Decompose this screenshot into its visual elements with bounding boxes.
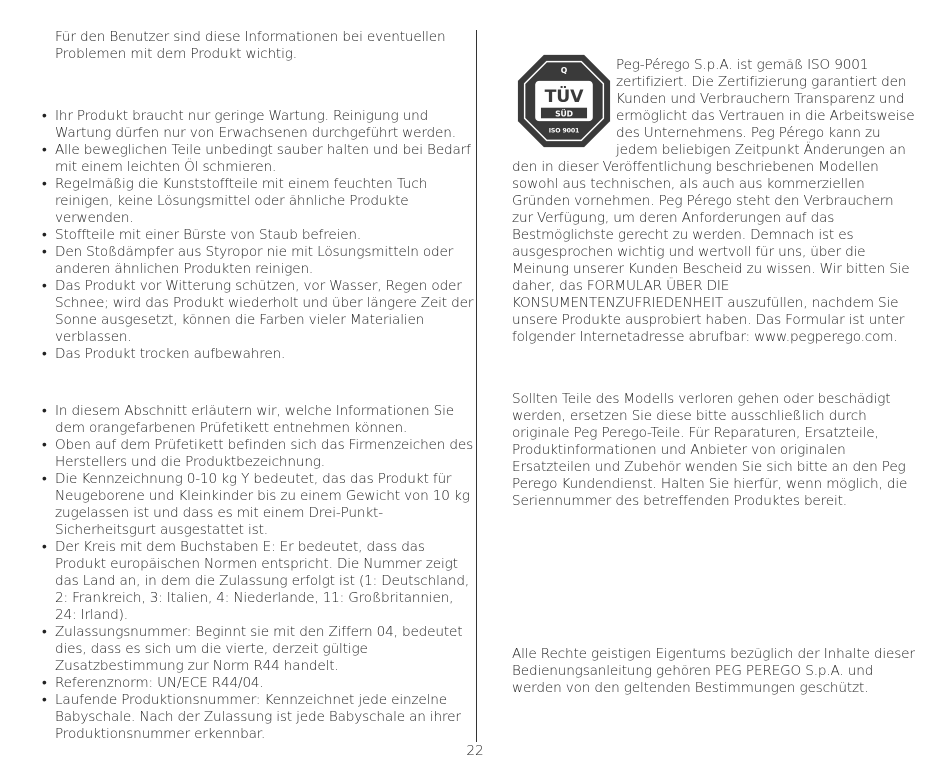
list-item: • Regelmäßig die Kunststoffteile mit einem feuchten Tuch reinigen, keine Lösungsmittel oder ähnliche Produkte verwenden. [55,176,475,227]
list-item: • Zulassungsnummer: Beginnt sie mit den Ziffern 04, bedeutet dies, dass es sich um die vierte, derzeit gültige Zusatzbestimmung zur Norm R44 handelt. [55,624,475,675]
list-item: • Der Kreis mit dem Buchstaben E: Er bedeutet, dass das Produkt europäischen Normen entspricht. Die Nummer zeigt das Land an, in dem die Zulassung erfolgt ist (1: Deutschland, 2: Frankreich, 3: Italien, 4: Niederlande, 11: Großbritannien, 24: Irland). [55,539,475,624]
label-info-list [55,403,475,743]
list-item: • Oben auf dem Prüfetikett befinden sich das Firmenzeichen des Herstellers und die Produktbezeichnung. [55,437,475,471]
list-item: • Laufende Produktionsnummer: Kennzeichnet jede einzelne Babyschale. Nach der Zulassung ist jede Babyschale an ihrer Produktionsnummer erkennbar. [55,692,475,743]
logo-main-text: TÜV [544,86,584,107]
copyright-paragraph: Alle Rechte geistigen Eigentums bezüglich der Inhalte dieser Bedienungsanleitung gehören PEG PEREGO S.p.A. und werden von den geltenden Bestimmungen geschützt. [512,646,915,696]
list-item: • Den Stoßdämpfer aus Styropor nie mit Lösungsmitteln oder anderen ähnlichen Produkten reinigen. [55,244,475,278]
column-divider [476,30,477,742]
list-item: • Ihr Produkt braucht nur geringe Wartung. Reinigung und Wartung dürfen nur von Erwachsenen durchgeführt werden. [55,108,475,142]
right-column [512,57,917,697]
intro-paragraph: Für den Benutzer sind diese Informationen bei eventuellen Problemen mit dem Produkt wichtig. [55,29,446,62]
logo-bottom-text: ISO 9001 [548,127,580,135]
logo-top-text: Q [560,66,568,76]
spare-parts-paragraph: Sollten Teile des Modells verloren gehen oder beschädigt werden, ersetzen Sie diese bitte ausschließlich durch originale Peg Perego-Teile. Für Reparaturen, Ersatzteile, Produktinformationen und Anbieter von originalen Ersatzteilen und Zubehör wenden Sie sich bitte an den Peg Perego Kundendienst. Halten Sie hierfür, wenn möglich, die Seriennummer des betreffenden Produktes bereit. [512,391,908,509]
logo-sub-text: SÜD [555,109,573,119]
list-item: • Das Produkt trocken aufbewahren. [55,346,475,363]
list-item: • Referenznorm: UN/ECE R44/04. [55,675,475,692]
list-item: • Stoffteile mit einer Bürste von Staub befreien. [55,227,475,244]
tuv-sud-logo [516,53,612,149]
maintenance-list [55,108,475,363]
list-item: • Alle beweglichen Teile unbedingt sauber halten und bei Bedarf mit einem leichten Öl schmieren. [55,142,475,176]
list-item: • Das Produkt vor Witterung schützen, vor Wasser, Regen oder Schnee; wird das Produkt wiederholt und über längere Zeit der Sonne ausgesetzt, können die Farben vieler Materialien verblassen. [55,278,475,346]
list-item: • In diesem Abschnitt erläutern wir, welche Informationen Sie dem orangefarbenen Prüfetikett entnehmen können. [55,403,475,437]
iso-paragraph: Peg-Pérego S.p.A. ist gemäß ISO 9001 zertifiziert. Die Zertifizierung garantiert den Kunden und Verbrauchern Transparenz und ermöglicht das Vertrauen in die Arbeitsweise des Unternehmens. Peg Pérego kann zu jedem beliebigen Zeitpunkt Änderungen an den in dieser Veröffentlichung beschriebenen Modellen sowohl aus technischen, als auch aus kommerziellen Gründen vornehmen. Peg Pérego steht den Verbrauchern zur Verfügung, um deren Anforderungen auf das Bestmöglichste gerecht zu werden. Demnach ist es ausgesprochen wichtig und wertvoll für uns, über die Meinung unserer Kunden Bescheid zu wissen. Wir bitten Sie daher, das FORMULAR ÜBER DIE KONSUMENTENZUFRIEDENHEIT auszufüllen, nachdem Sie unsere Produkte ausprobiert haben. Das Formular ist unter folgender Internetadresse abrufbar: www.pegperego.com. [512,57,915,345]
page-number: 22 [466,743,484,759]
list-item: • Die Kennzeichnung 0-10 kg Y bedeutet, das das Produkt für Neugeborene und Kleinkinder bis zu einem Gewicht von 10 kg zugelassen ist und dass es mit einem Drei-Punkt-Sicherheitsgurt ausgestattet ist. [55,471,475,539]
left-column [55,29,475,743]
